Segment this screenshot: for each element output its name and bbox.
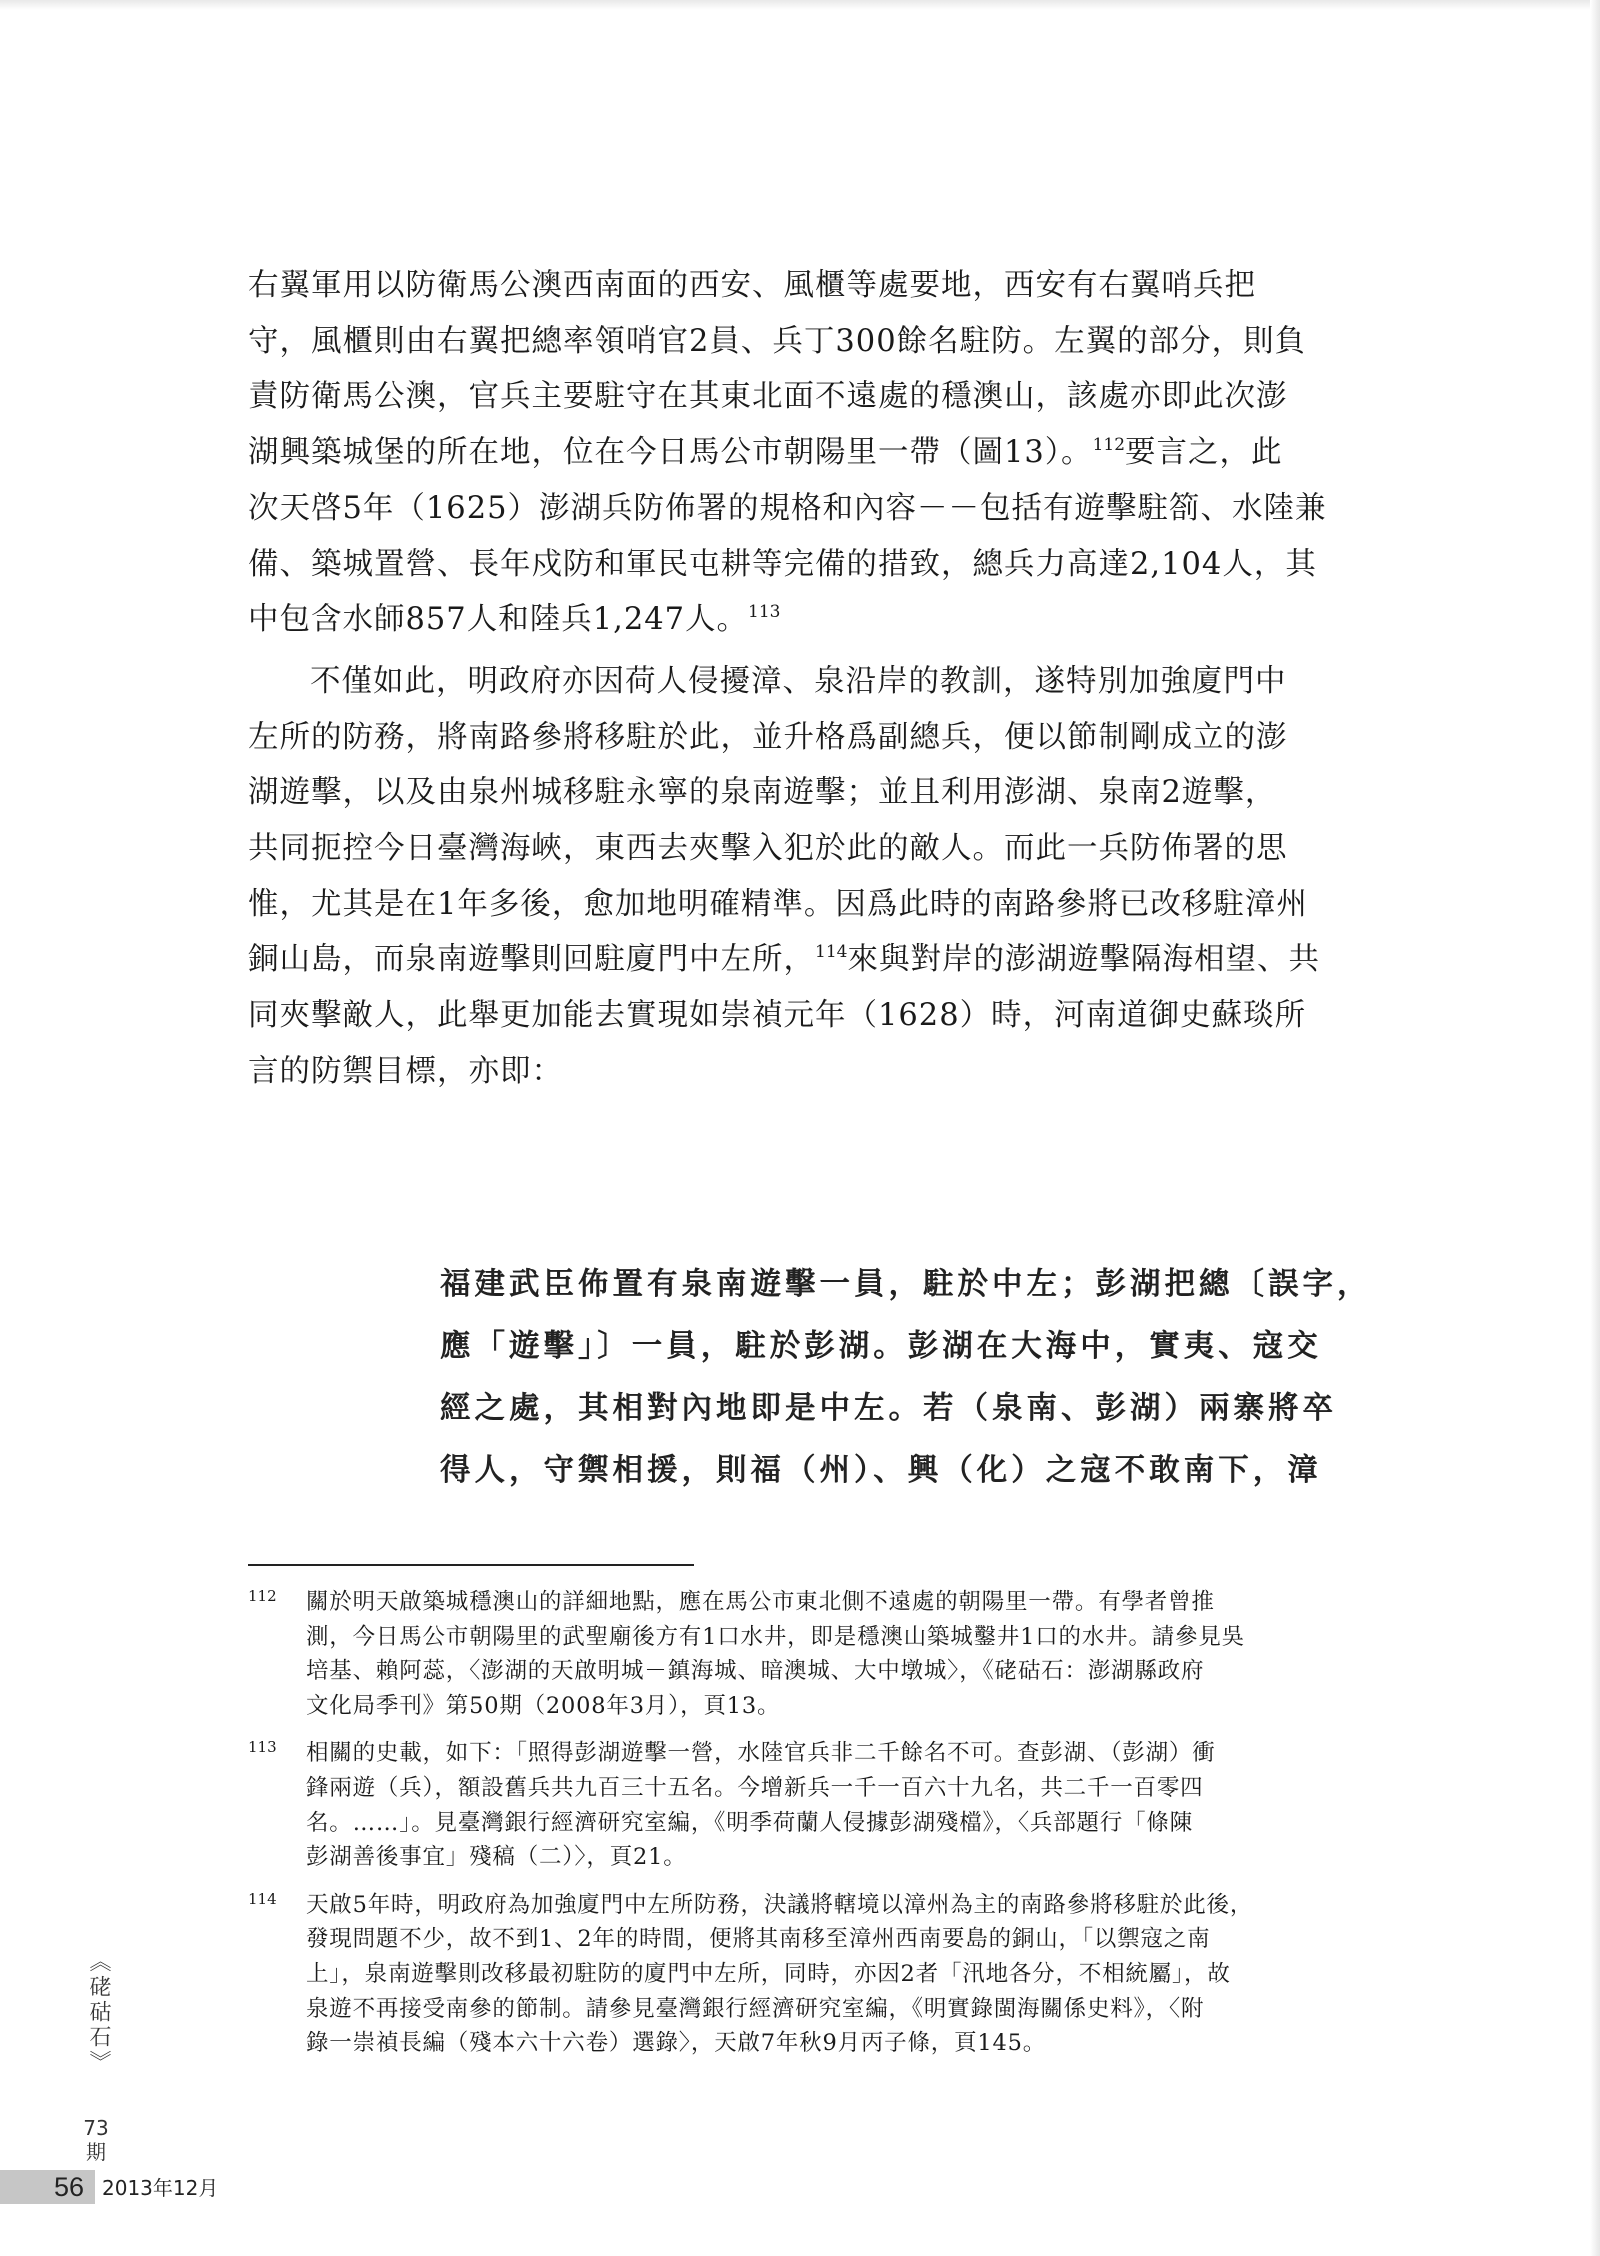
paragraph-1-part-b: 要言之，此 次天啓5年（1625）澎湖兵防佈署的規格和內容－－包括有遊擊駐箚、水陸兼 備、築城置營、長年戍防和軍民屯耕等完備的措致，總兵力高達2,104人，其 中包含水師857人和陸兵1,247人。 [248,435,1327,638]
page-number: 56 [54,2172,85,2202]
footnote-ref-112: 112 [1092,435,1126,456]
issue-date: 2013年12月 [102,2176,219,2200]
footnote-divider [248,1564,694,1566]
paragraph-1-part-a: 右翼軍用以防衛馬公澳西南面的西安、風櫃等處要地，西安有右翼哨兵把 守，風櫃則由右翼把總率領哨官2員、兵丁300餘名駐防。左翼的部分，則負 責防衛馬公澳，官兵主要駐守在其東北面不遠處的穩澳山，該處亦即此次澎 湖興築城堡的所在地，位在今日馬公市朝陽里一帶（圖13）。 [248,268,1307,471]
footnotes [248,1585,1438,2074]
footnote-ref-114: 114 [815,942,848,963]
paragraph-2-part-a: 不僅如此，明政府亦因荷人侵擾漳、泉沿岸的教訓，遂特別加強廈門中 左所的防務，將南路參將移駐於此，並升格爲副總兵，便以節制剛成立的澎 湖遊擊，以及由泉州城移駐永寧的泉南遊擊；並且利用澎湖、泉南2遊擊， 共同扼控今日臺灣海峽，東西去夾擊入犯於此的敵人。而此一兵防佈署的思 惟，尤其是在1年多後，愈加地明確精準。因爲此時的南路參將已改移駐漳州 銅山島，而泉南遊擊則回駐廈門中左所， [248,663,1308,978]
footnote-113 [248,1736,1438,1874]
block-quote: 福建武臣佈置有泉南遊擊一員，駐於中左；彭湖把總〔誤字， 應「遊擊」〕一員，駐於彭湖。彭湖在大海中，實夷、寇交 經之處，其相對內地即是中左。若（泉南、彭湖）兩寨將卒 得人，守禦相援，則福（州）、興（化）之寇不敢南下，漳 [440,1267,1372,1488]
footnote-text: 關於明天啟築城穩澳山的詳細地點，應在馬公市東北側不遠處的朝陽里一帶。有學者曾推 測，今日馬公市朝陽里的武聖廟後方有1口水井，即是穩澳山築城鑿井1口的水井。請參見吳 培基、賴阿蕊，〈澎湖的天啟明城－鎮海城、暗澳城、大中墩城〉，《硓𥑮石：澎湖縣政府 文化局季刊》第50期（2008年3月），頁13。 [306,1589,1245,1719]
main-text [248,258,1432,1100]
footnote-ref-113: 113 [748,602,781,623]
scan-right-edge [1590,0,1600,2256]
footnote-number: 113 [248,1738,277,1757]
footnote-112 [248,1585,1438,1723]
paragraph-2 [248,654,1432,1100]
footnote-114 [248,1888,1438,2061]
journal-issue [78,2116,114,2164]
issue-number: 73 [83,2116,109,2140]
footnote-text: 相關的史載，如下：「照得彭湖遊擊一營，水陸官兵非二千餘名不可。查彭湖、（彭湖）衝 鋒兩遊（兵），額設舊兵共九百三十五名。今增新兵一千一百六十九名，共二千一百零四 名。……」。見臺灣銀行經濟研究室編，《明季荷蘭人侵據彭湖殘檔》，〈兵部題行「條陳 彭湖善後事宜」殘稿（二）〉，頁21。 [306,1740,1216,1871]
issue-label: 期 [86,2140,106,2164]
journal-title: 《硓𥑮石》 [86,1950,111,2075]
footnote-number: 114 [248,1889,277,1908]
scan-top-edge [0,0,1600,10]
paragraph-1 [248,258,1432,648]
paragraph-2-part-b: 來與對岸的澎湖遊擊隔海相望、共 同夾擊敵人，此舉更加能去實現如崇禎元年（1628）時，河南道御史蘇琰所 言的防禦目標，亦即： [248,942,1320,1089]
footnote-text: 天啟5年時，明政府為加強廈門中左所防務，決議將轄境以漳州為主的南路參將移駐於此後， 發現問題不少，故不到1、2年的時間，便將其南移至漳州西南要島的銅山，「以禦寇之南 上」，泉南遊擊則改移最初駐防的廈門中左所，同時，亦因2者「汛地各分，不相統屬」，故 泉遊不再接受南參的節制。請參見臺灣銀行經濟研究室編，《明實錄閩海關係史料》，〈附 錄一崇禎長編（殘本六十六卷）選錄〉，天啟7年秋9月丙子條，頁145。 [306,1891,1254,2057]
footnote-number: 112 [248,1587,277,1605]
